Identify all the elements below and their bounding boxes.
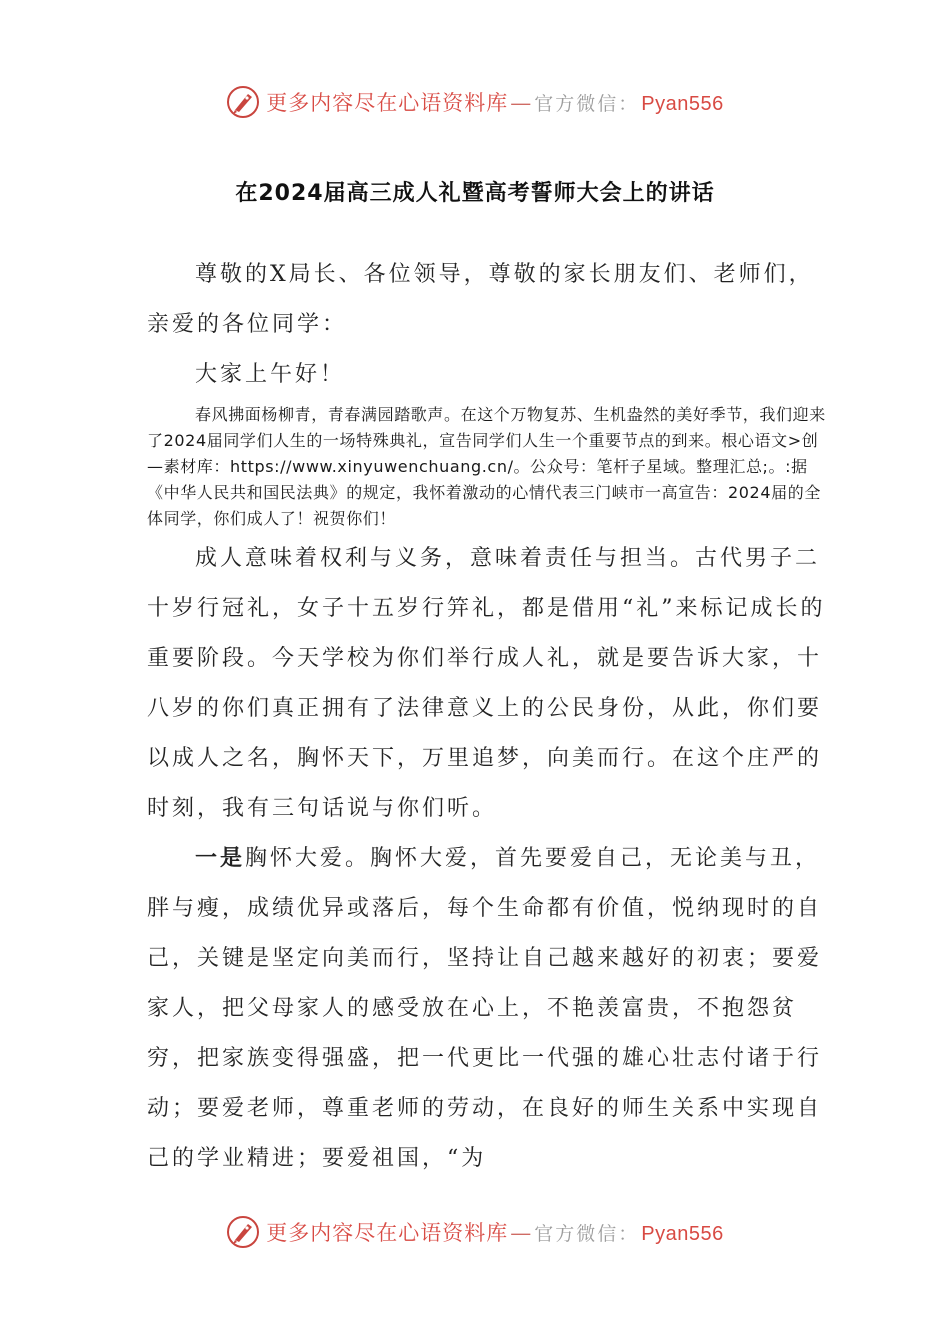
footer-banner bbox=[0, 1210, 950, 1254]
paragraph-3-lead: 一是 bbox=[195, 846, 246, 871]
document-title: 在2024届高三成人礼暨高考誓师大会上的讲话 bbox=[235, 181, 715, 206]
intro-paragraph: 春风拂面杨柳青，青春满园踏歌声。在这个万物复苏、生机盎然的美好季节，我们迎来了2024届同学们人生的一场特殊典礼，宣告同学们人生一个重要节点的到来。根心语文>创—素材库：https://www.xinyuwenchuang.cn/。公众号：笔杆子星域。整理汇总;。:据《中华人民共和国民法典》的规定，我怀着激动的心情代表三门峡市一高宣告：2024届的全体同学，你们成人了！祝贺你们！ bbox=[147, 405, 826, 528]
banner-text bbox=[266, 1217, 723, 1247]
banner-wechat-id: Pyan556 bbox=[641, 93, 724, 115]
document-body bbox=[147, 250, 827, 1184]
banner-wechat-id: Pyan556 bbox=[641, 1223, 724, 1245]
paragraph-3-body: 胸怀大爱。胸怀大爱，首先要爱自己，无论美与丑，胖与瘦，成绩优异或落后，每个生命都有价值，悦纳现时的自己，关键是坚定向美而行，坚持让自己越来越好的初衷；要爱家人，把父母家人的感受放在心上，不艳羡富贵，不抱怨贫穷，把家族变得强盛，把一代更比一代强的雄心壮志付诸于行动；要爱老师，尊重老师的劳动，在良好的师生关系中实现自己的学业精进；要爱祖国，“为 bbox=[147, 846, 823, 1171]
banner-wechat-label: 官方微信： bbox=[534, 93, 640, 115]
greeting-paragraph: 大家上午好！ bbox=[195, 362, 346, 387]
body-paragraph-3 bbox=[147, 834, 827, 1184]
header-banner bbox=[0, 80, 950, 124]
banner-separator: — bbox=[510, 91, 533, 115]
banner-separator: — bbox=[510, 1221, 533, 1245]
banner-main-text: 更多内容尽在心语资料库 bbox=[266, 1221, 509, 1245]
banner-text bbox=[266, 87, 723, 117]
banner-wechat-label: 官方微信： bbox=[534, 1223, 640, 1245]
pen-nib-logo-icon bbox=[226, 85, 260, 119]
pen-nib-logo-icon bbox=[226, 1215, 260, 1249]
banner-main-text: 更多内容尽在心语资料库 bbox=[266, 91, 509, 115]
salutation-paragraph: 尊敬的X局长、各位领导，尊敬的家长朋友们、老师们，亲爱的各位同学： bbox=[147, 262, 814, 337]
body-paragraph-2: 成人意味着权利与义务，意味着责任与担当。古代男子二十岁行冠礼，女子十五岁行笄礼，都是借用“礼”来标记成长的重要阶段。今天学校为你们举行成人礼，就是要告诉大家，十八岁的你们真正拥有了法律意义上的公民身份，从此，你们要以成人之名，胸怀天下，万里追梦，向美而行。在这个庄严的时刻，我有三句话说与你们听。 bbox=[147, 546, 826, 821]
